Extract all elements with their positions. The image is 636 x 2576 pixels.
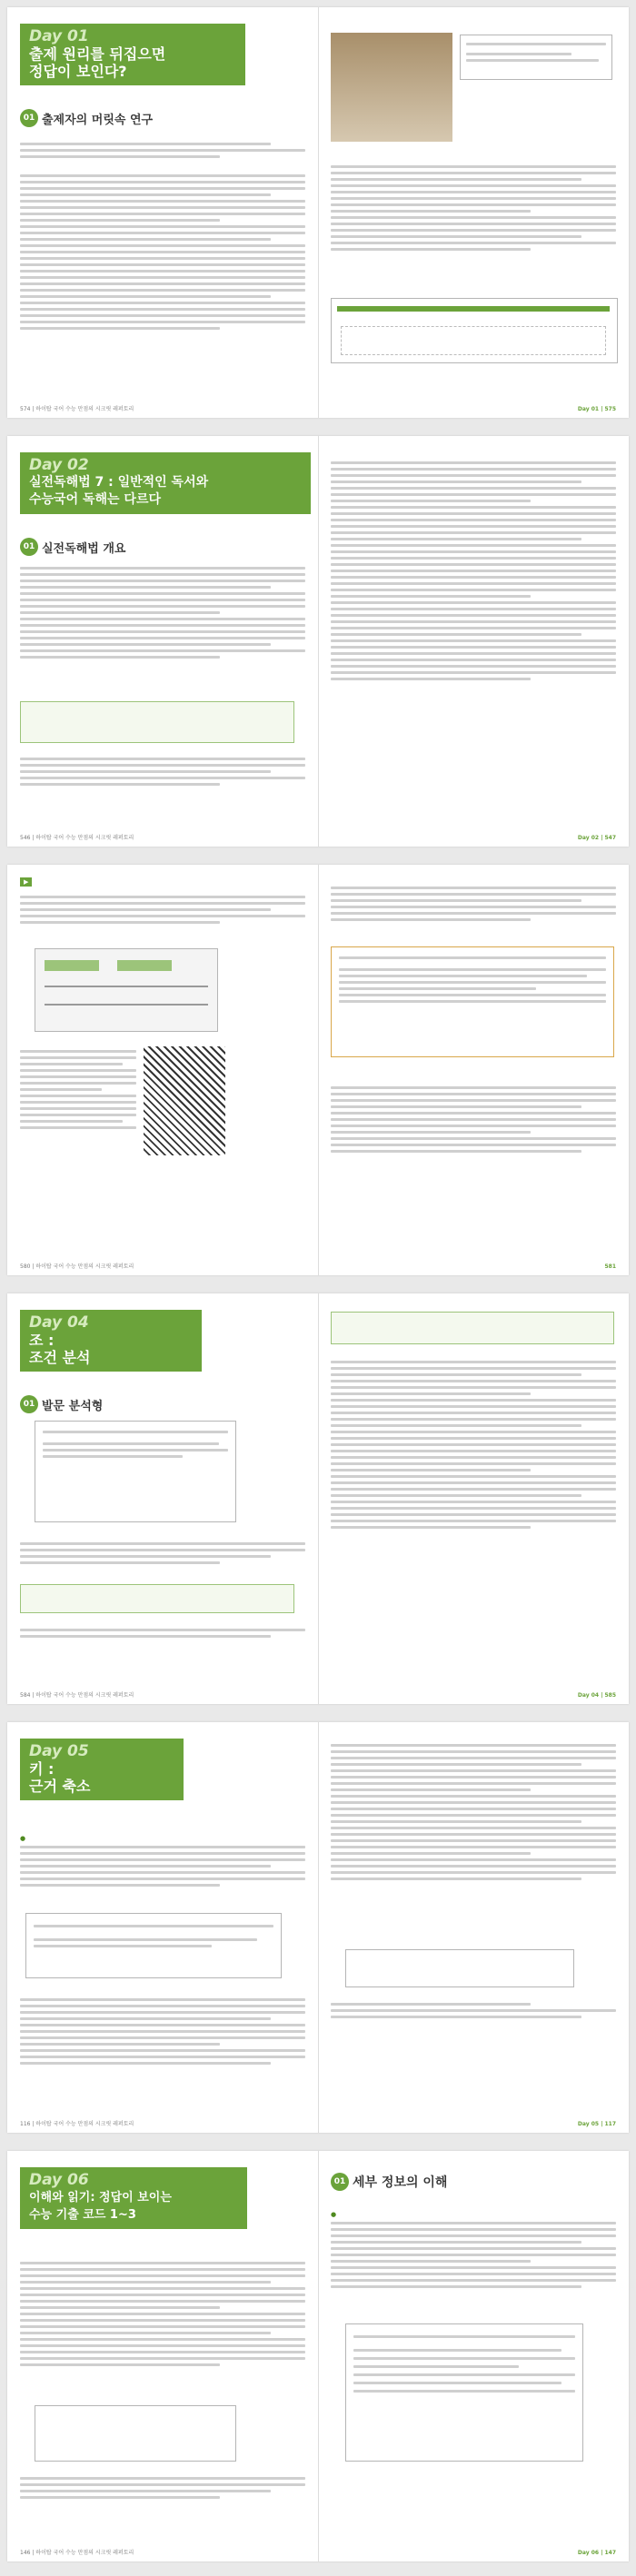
page-footer: Day 06 | 147 — [577, 2550, 616, 2556]
highlight-box — [20, 1584, 294, 1613]
day-title: 조 : 조건 분석 — [29, 1332, 91, 1366]
diagram-box — [345, 1949, 574, 1987]
passage-box — [331, 946, 614, 1057]
left-page — [7, 1722, 319, 2133]
question-box — [35, 2405, 236, 2462]
spread-1 — [7, 7, 629, 418]
spread-3 — [7, 865, 629, 1275]
photo-cup — [331, 33, 452, 142]
subheading: ● — [331, 2211, 337, 2218]
section-title — [20, 1395, 103, 1413]
page-footer: 546 | 하이탑 국어 수능 만점의 시크릿 레퍼토리 — [20, 835, 134, 841]
day-title: 출제 원리를 뒤집으면 정답이 보인다? — [29, 45, 166, 80]
day-label: Day 06 — [29, 2171, 89, 2189]
right-page — [318, 1293, 629, 1704]
section-number-icon: 01 — [20, 109, 38, 127]
page-footer: 116 | 하이탑 국어 수능 만점의 시크릿 레퍼토리 — [20, 2121, 134, 2127]
chart-box — [331, 298, 618, 363]
text-block — [331, 1999, 616, 2022]
day-header — [20, 1739, 184, 1800]
text-block — [331, 1740, 616, 1884]
section-title — [331, 2173, 447, 2191]
day-label: Day 02 — [29, 456, 89, 474]
page-footer: Day 05 | 117 — [577, 2121, 616, 2127]
section-label: 출제자의 머릿속 연구 — [42, 113, 154, 127]
text-block — [20, 1046, 136, 1133]
day-header — [20, 24, 245, 85]
left-page — [7, 2151, 319, 2561]
day-header — [20, 1310, 202, 1372]
page-footer: 574 | 하이탑 국어 수능 만점의 시크릿 레퍼토리 — [20, 406, 134, 412]
section-label: 세부 정보의 이해 — [353, 2175, 448, 2190]
question-figure — [35, 1421, 236, 1522]
text-block — [20, 1995, 305, 2068]
text-block — [20, 892, 305, 927]
summary-box — [20, 701, 294, 743]
spread-2 — [7, 436, 629, 847]
text-block — [20, 2258, 305, 2370]
day-label: Day 01 — [29, 27, 89, 45]
text-block — [331, 162, 616, 254]
section-tag: ▶ — [20, 877, 32, 887]
day-title: 실전독해법 7 : 일반적인 독서와 수능국어 독해는 다르다 — [29, 475, 209, 507]
left-page — [7, 1293, 319, 1704]
text-block — [20, 563, 305, 662]
page-footer: 584 | 하이탑 국어 수능 만점의 시크릿 레퍼토리 — [20, 1692, 134, 1699]
text-block — [20, 2473, 305, 2502]
page-footer: 580 | 하이탑 국어 수능 만점의 시크릿 레퍼토리 — [20, 1263, 134, 1270]
subheading: ● — [20, 1835, 26, 1842]
page-footer: 146 | 하이탑 국어 수능 만점의 시크릿 레퍼토리 — [20, 2550, 134, 2556]
clown-illustration — [144, 1046, 225, 1155]
text-block — [20, 139, 305, 333]
diagram-figure — [35, 948, 218, 1032]
section-number-icon: 01 — [20, 1395, 38, 1413]
text-block — [331, 458, 616, 684]
highlight-box — [331, 1312, 614, 1344]
right-page — [318, 1722, 629, 2133]
text-block — [331, 2205, 616, 2292]
spread-6 — [7, 2151, 629, 2561]
spread-4 — [7, 1293, 629, 1704]
text-block — [20, 1539, 305, 1568]
text-block — [331, 1083, 616, 1156]
section-label: 발문 분석형 — [42, 1399, 104, 1413]
right-page — [318, 7, 629, 418]
day-header — [20, 2167, 247, 2229]
text-block — [20, 1829, 305, 1890]
page-footer: Day 02 | 547 — [577, 835, 616, 841]
page-footer: 581 — [604, 1263, 616, 1270]
day-title: 키 : 근거 축소 — [29, 1760, 91, 1795]
right-page — [318, 2151, 629, 2561]
day-header — [20, 452, 311, 514]
text-block — [331, 1357, 616, 1532]
day-label: Day 04 — [29, 1313, 89, 1332]
right-page — [318, 436, 629, 847]
text-block — [20, 1625, 305, 1641]
example-box — [25, 1913, 282, 1978]
right-page — [318, 865, 629, 1275]
spread-5 — [7, 1722, 629, 2133]
page-footer: Day 01 | 575 — [577, 406, 616, 412]
section-number-icon: 01 — [20, 538, 38, 556]
left-page — [7, 865, 319, 1275]
left-page — [7, 436, 319, 847]
section-label: 실전독해법 개요 — [42, 541, 126, 556]
day-label: Day 05 — [29, 1742, 89, 1760]
section-number-icon: 01 — [331, 2173, 349, 2191]
question-box — [460, 35, 612, 80]
page-footer: Day 04 | 585 — [577, 1692, 616, 1699]
worksheet-figure — [345, 2323, 583, 2462]
left-page — [7, 7, 319, 418]
section-title — [20, 538, 125, 556]
bar-chart — [337, 306, 610, 312]
day-title: 이해와 읽기: 정답이 보이는 수능 기출 코드 1~3 — [29, 2191, 172, 2222]
text-block — [331, 883, 616, 925]
section-title — [20, 109, 153, 127]
text-block — [20, 754, 305, 789]
